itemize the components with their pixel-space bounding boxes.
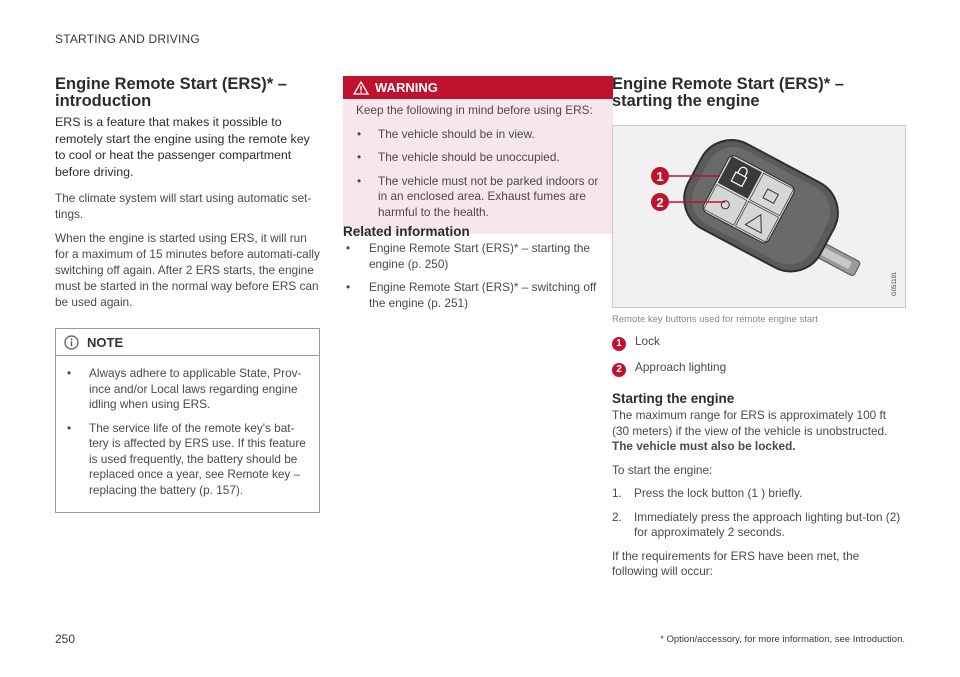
starting-section bbox=[612, 391, 906, 588]
intro-column bbox=[55, 76, 320, 513]
note-box bbox=[55, 328, 320, 513]
legend-label: Lock bbox=[635, 334, 660, 348]
note-item: • The service life of the remote key's bat-tery is affected by ERS use. If this feature is used frequently, the battery should be replaced once a year, see Remote key – replacing the battery (p. 157). bbox=[67, 420, 306, 497]
remote-key-illustration bbox=[612, 125, 906, 308]
footnote: * Option/accessory, for more information, see Introduction. bbox=[660, 634, 905, 645]
intro-paragraph-1: The climate system will start using automatic set-tings. bbox=[55, 191, 312, 221]
callout-number: 1 bbox=[656, 169, 664, 184]
related-link[interactable]: • Engine Remote Start (ERS)* – starting the engine (p. 250) bbox=[346, 241, 590, 271]
step-item: 1. Press the lock button (1 ) briefly. bbox=[612, 486, 803, 500]
warning-item: • The vehicle must not be parked indoors or in an enclosed area. Exhaust fumes are harmful to the health. bbox=[357, 173, 599, 219]
legend-number: 1 bbox=[612, 337, 626, 351]
legend-label: Approach lighting bbox=[635, 360, 727, 374]
related-link[interactable]: • Engine Remote Start (ERS)* – switching off the engine (p. 251) bbox=[346, 280, 597, 310]
intro-lead: ERS is a feature that makes it possible to remotely start the engine using the remote key to cool or heat the passenger compartment before driving. bbox=[55, 115, 310, 179]
legend-number: 2 bbox=[612, 363, 626, 377]
starting-title: Engine Remote Start (ERS)* – starting the engine bbox=[612, 75, 844, 110]
note-header bbox=[56, 329, 319, 356]
legend-item bbox=[612, 331, 660, 351]
starting-subtitle: Starting the engine bbox=[612, 391, 735, 406]
page-number: 250 bbox=[55, 632, 76, 646]
starting-paragraph-3: If the requirements for ERS have been met, the following will occur: bbox=[612, 548, 860, 578]
step-item: 2. Immediately press the approach lighting but-ton (2) for approximately 2 seconds. bbox=[612, 509, 901, 539]
warning-item: • The vehicle should be unoccupied. bbox=[357, 150, 560, 164]
starting-paragraph-1: The maximum range for ERS is approximately 100 ft (30 meters) if the view of the vehicle is unobstructed. The vehicle must also be locked. bbox=[612, 408, 888, 453]
warning-title: WARNING bbox=[375, 80, 438, 95]
section-header: STARTING AND DRIVING bbox=[55, 32, 200, 46]
intro-paragraph-2: When the engine is started using ERS, it will run for a maximum of 15 minutes before automati-cally switching off again. After 2 ERS starts, the engine must be started in the normal way before ERS can be used again. bbox=[55, 231, 320, 309]
intro-title: Engine Remote Start (ERS)* – introduction bbox=[55, 75, 287, 110]
note-title: NOTE bbox=[87, 334, 124, 350]
warning-item: • The vehicle should be in view. bbox=[357, 126, 535, 141]
related-title: Related information bbox=[343, 224, 470, 239]
starting-paragraph-2: To start the engine: bbox=[612, 462, 713, 477]
remote-key-image bbox=[613, 126, 905, 307]
legend-item bbox=[612, 357, 726, 377]
image-code: G051191 bbox=[892, 271, 898, 296]
warning-intro: Keep the following in mind before using ERS: bbox=[356, 103, 593, 117]
warning-triangle-icon bbox=[353, 81, 369, 95]
warning-box bbox=[343, 76, 613, 234]
warning-header bbox=[343, 76, 613, 99]
image-caption: Remote key buttons used for remote engine start bbox=[612, 314, 818, 325]
callout-number: 2 bbox=[656, 195, 664, 210]
note-item: • Always adhere to applicable State, Prov-ince and/or Local laws regarding engine idling when using ERS. bbox=[67, 366, 302, 411]
starting-column bbox=[612, 75, 907, 578]
info-icon bbox=[64, 335, 79, 350]
related-information bbox=[343, 224, 613, 319]
